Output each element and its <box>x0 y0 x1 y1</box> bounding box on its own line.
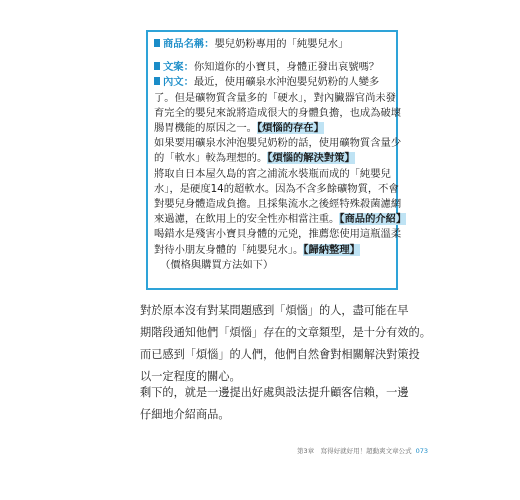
paragraph-line: 對於原本沒有對某問題感到「煩惱」的人，盡可能在早 <box>140 304 409 317</box>
content-text-line: 如果要用礦泉水沖泡嬰兒奶粉的話，使用礦物質含量少 <box>154 137 402 150</box>
page-number: 073 <box>415 447 428 455</box>
content-text-line: 對嬰兒身體造成負擔。且採集流水之後經特殊殺菌濾網 <box>154 198 402 211</box>
solution-tag: 【煩惱的解決對策】 <box>267 152 355 165</box>
content-text-line: 水」，是硬度14的超軟水。因為不含多餘礦物質，不會 <box>154 182 399 195</box>
product-intro-tag: 【商品的介紹】 <box>339 213 407 226</box>
content-text-line: 了。但是礦物質含量多的「硬水」，對內臟器官尚未發 <box>154 91 396 104</box>
body-paragraph-1 <box>140 300 431 388</box>
square-bullet-icon <box>154 62 160 70</box>
worry-exists-tag: 【煩惱的存在】 <box>256 122 324 135</box>
content-text-line: 育完全的嬰兒來說將造成很大的身體負擔，也成為破壞 <box>154 106 402 119</box>
product-name-label: 商品名稱： <box>163 38 215 50</box>
content-first-line: 最近，使用礦泉水沖泡嬰兒奶粉的人變多 <box>193 76 380 89</box>
content-text: 的「軟水」較為理想的。 <box>154 152 268 165</box>
square-bullet-icon <box>154 77 160 85</box>
page-footer <box>268 446 428 455</box>
content-label: 內文： <box>163 76 194 89</box>
content-text: 腸胃機能的原因之一。 <box>154 122 257 135</box>
body-paragraph-2 <box>140 382 424 426</box>
content-text-line: 喝錯水是殘害小寶貝身體的元兇，推薦您使用這瓶溫柔 <box>154 228 402 241</box>
chapter-title: 第3章 寫得好就好用！超動爽文章公式 <box>296 447 412 455</box>
content-text-line <box>154 151 390 166</box>
square-bullet-icon <box>154 39 160 47</box>
content-text-line: （價格與購買方法如下） <box>160 258 274 271</box>
content-text-line <box>154 243 390 258</box>
content-text-line <box>154 212 407 227</box>
product-name-value: 嬰兒奶粉專用的「純嬰兒水」 <box>214 38 349 50</box>
paragraph-line: 期階段通知他們「煩惱」存在的文章類型，是十分有效的。 <box>140 326 431 339</box>
paragraph-line: 剩下的，就是一邊提出好處與設法提升顧客信賴，一邊 <box>140 386 409 399</box>
product-name-line <box>154 37 390 52</box>
copy-line <box>154 60 390 75</box>
copy-label: 文案： <box>163 61 194 74</box>
paragraph-line: 仔細地介紹商品。 <box>140 408 230 421</box>
content-text-line: 將取自日本屋久島的宮之浦流水裝瓶而成的「純嬰兒 <box>154 167 391 180</box>
content-text: 對待小朋友身體的「純嬰兒水」。 <box>154 243 304 256</box>
content-text-line <box>154 121 390 136</box>
summary-tag: 【歸納整理】 <box>303 243 360 256</box>
example-callout-box <box>146 30 407 290</box>
content-line <box>154 75 390 90</box>
content-text: 來過濾，在飲用上的安全性亦相當注重。 <box>154 213 340 226</box>
copy-value: 你知道你的小寶貝，身體正發出哀號嗎？ <box>193 61 380 74</box>
paragraph-line: 而已感到「煩惱」的人們，他們自然會對相關解決對策投 <box>140 348 420 361</box>
paragraph-line: 以一定程度的關心。 <box>140 370 241 383</box>
